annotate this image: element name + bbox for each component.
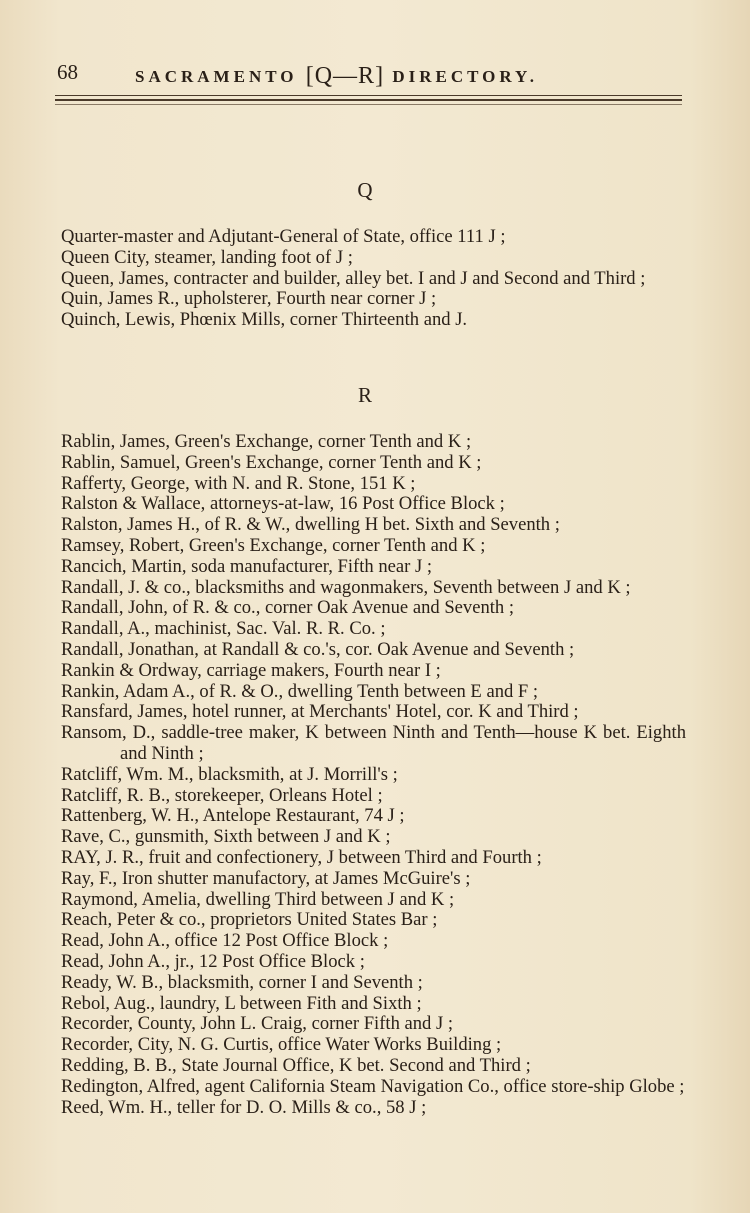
running-head xyxy=(135,62,538,89)
directory-entry: Ready, W. B., blacksmith, corner I and Seventh ; xyxy=(61,971,423,993)
directory-entry: Randall, Jonathan, at Randall & co.'s, cor. Oak Avenue and Seventh ; xyxy=(61,638,575,660)
directory-entry: Ransfard, James, hotel runner, at Merchants' Hotel, cor. K and Third ; xyxy=(61,701,579,723)
directory-entry: Ratcliff, R. B., storekeeper, Orleans Hotel ; xyxy=(61,784,383,806)
header-rule xyxy=(55,95,682,96)
directory-entry: Randall, John, of R. & co., corner Oak Avenue and Seventh ; xyxy=(61,597,515,619)
directory-entry: Redington, Alfred, agent California Steam Navigation Co., office store-ship Globe ; xyxy=(61,1075,685,1097)
directory-entry: Rebol, Aug., laundry, L between Fith and Sixth ; xyxy=(61,992,422,1014)
directory-entry: Ransom, D., saddle-tree maker, K between Ninth and Tenth—house K bet. Eighth and Ninth ; xyxy=(61,722,686,764)
running-head-left: SACRAMENTO xyxy=(135,67,298,86)
directory-entry: Quin, James R., upholsterer, Fourth near corner J ; xyxy=(61,288,437,310)
directory-entry: Read, John A., office 12 Post Office Block ; xyxy=(61,930,389,952)
running-head-right: DIRECTORY. xyxy=(392,67,538,86)
directory-entry: Recorder, City, N. G. Curtis, office Water Works Building ; xyxy=(61,1034,502,1056)
directory-entry: Quarter-master and Adjutant-General of State, office 111 J ; xyxy=(61,226,506,247)
page-header xyxy=(57,58,687,90)
header-rule xyxy=(55,104,682,105)
section-letter-r: R xyxy=(357,383,372,407)
directory-entry: Rancich, Martin, soda manufacturer, Fifth near J ; xyxy=(61,555,433,577)
directory-entry: Ralston & Wallace, attorneys-at-law, 16 Post Office Block ; xyxy=(61,493,505,515)
directory-entry: Reed, Wm. H., teller for D. O. Mills & co., 58 J ; xyxy=(61,1096,427,1118)
directory-entry: Ratcliff, Wm. M., blacksmith, at J. Morrill's ; xyxy=(61,763,398,785)
header-rule xyxy=(55,99,682,101)
directory-entry: Randall, J. & co., blacksmiths and wagonmakers, Seventh between J and K ; xyxy=(61,576,631,598)
section-letter-q: Q xyxy=(357,178,373,202)
directory-entry: Rafferty, George, with N. and R. Stone, 151 K ; xyxy=(61,472,416,494)
directory-entry: Recorder, County, John L. Craig, corner Fifth and J ; xyxy=(61,1013,454,1035)
directory-entry: Reach, Peter & co., proprietors United States Bar ; xyxy=(61,909,438,931)
directory-entry: Rankin, Adam A., of R. & O., dwelling Tenth between E and F ; xyxy=(61,680,539,702)
page-number: 68 xyxy=(57,60,78,84)
directory-entry: Raymond, Amelia, dwelling Third between J and K ; xyxy=(61,888,455,910)
directory-entry: Rave, C., gunsmith, Sixth between J and K ; xyxy=(61,826,391,848)
directory-entry: Read, John A., jr., 12 Post Office Block ; xyxy=(61,950,365,972)
directory-entry: Ralston, James H., of R. & W., dwelling H bet. Sixth and Seventh ; xyxy=(61,514,560,536)
directory-entry: Queen City, steamer, landing foot of J ; xyxy=(61,246,353,268)
directory-entry: Randall, A., machinist, Sac. Val. R. R. Co. ; xyxy=(61,618,386,640)
directory-entry: RAY, J. R., fruit and confectionery, J between Third and Fourth ; xyxy=(61,846,542,868)
directory-entry: Ramsey, Robert, Green's Exchange, corner Tenth and K ; xyxy=(61,534,486,556)
r-entries xyxy=(61,432,686,1118)
directory-entry: Redding, B. B., State Journal Office, K bet. Second and Third ; xyxy=(61,1054,531,1076)
directory-entry: Rablin, Samuel, Green's Exchange, corner Tenth and K ; xyxy=(61,451,482,473)
directory-entry: Ray, F., Iron shutter manufactory, at James McGuire's ; xyxy=(61,867,471,889)
directory-entry: Quinch, Lewis, Phœnix Mills, corner Thirteenth and J. xyxy=(61,309,468,331)
directory-entry: Rablin, James, Green's Exchange, corner Tenth and K ; xyxy=(61,431,472,452)
directory-entry: Rankin & Ordway, carriage makers, Fourth near I ; xyxy=(61,659,441,681)
directory-entry: Queen, James, contracter and builder, alley bet. I and J and Second and Third ; xyxy=(61,267,646,289)
q-entries xyxy=(61,227,686,331)
running-head-bracket: [Q—R] xyxy=(305,63,385,89)
directory-entry: Rattenberg, W. H., Antelope Restaurant, 74 J ; xyxy=(61,805,405,827)
